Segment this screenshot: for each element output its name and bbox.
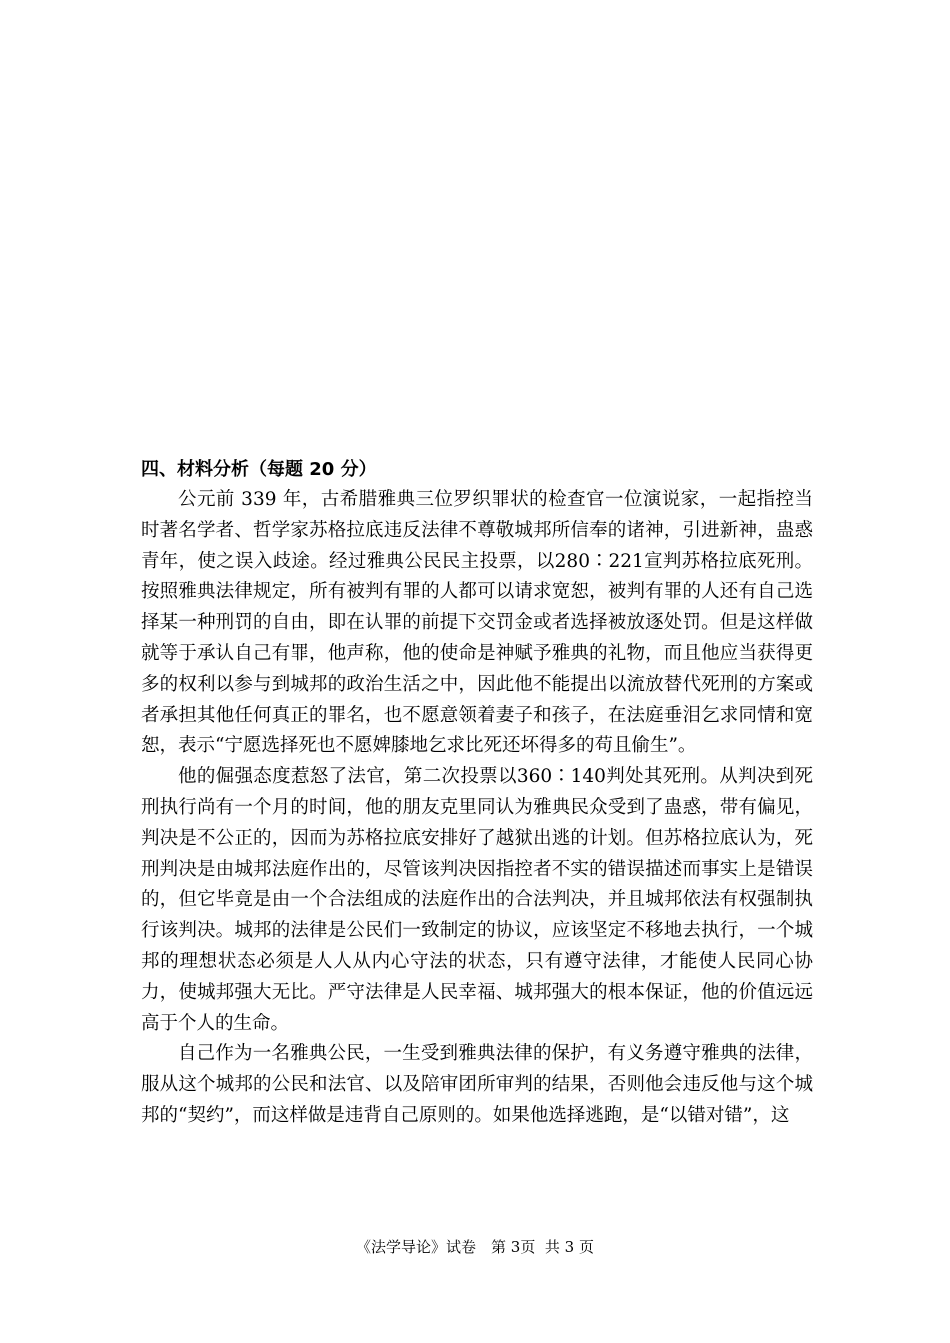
paragraph-1: 公元前 339 年，古希腊雅典三位罗织罪状的检查官一位演说家，一起指控当时著名学者、哲学家苏格拉底违反法律不尊敬城邦所信奉的诸神，引进新神，蛊惑青年，使之误入歧途。经过雅典公民民主投票，以280∶221宣判苏格拉底死刑。按照雅典法律规定，所有被判有罪的人都可以请求宽恕，被判有罪的人还有自己选择某一种刑罚的自由，即在认罪的前提下交罚金或者选择被放逐处罚。但是这样做就等于承认自己有罪，他声称，他的使命是神赋予雅典的礼物，而且他应当获得更多的权利以参与到城邦的政治生活之中，因此他不能提出以流放替代死刑的方案或者承担其他任何真正的罪名，也不愿意领着妻子和孩子，在法庭垂泪乞求同情和宽恕，表示“宁愿选择死也不愿婢膝地乞求比死还坏得多的苟且偷生”。 (141, 489, 813, 757)
page-footer (0, 1237, 950, 1257)
paragraph-3: 自己作为一名雅典公民，一生受到雅典法律的保护，有义务遵守雅典的法律，服从这个城邦的公民和法官、以及陪审团所审判的结果，否则他会违反他与这个城邦的“契约”，而这样做是违背自己原则的。如果他选择逃跑，是“以错对错”，这 (141, 1043, 813, 1126)
paragraph-2: 他的倔强态度惹怒了法官，第二次投票以360∶140判处其死刑。从判决到死刑执行尚有一个月的时间，他的朋友克里同认为雅典民众受到了蛊惑，带有偏见，判决是不公正的，因而为苏格拉底安排好了越狱出逃的计划。但苏格拉底认为，死刑判决是由城邦法庭作出的，尽管该判决因指控者不实的错误描述而事实上是错误的，但它毕竟是由一个合法组成的法庭作出的合法判决，并且城邦依法有权强制执行该判决。城邦的法律是公民们一致制定的协议，应该坚定不移地去执行，一个城邦的理想状态必须是人人从内心守法的状态，只有遵守法律，才能使人民同心协力，使城邦强大无比。严守法律是人民幸福、城邦强大的根本保证，他的价值远远高于个人的生命。 (141, 766, 813, 1034)
footer-text: 《法学导论》试卷 第 3页 共 3 页 (356, 1238, 594, 1256)
material-analysis-section (141, 455, 813, 1132)
section-heading: 四、材料分析（每题 20 分） (141, 459, 377, 480)
